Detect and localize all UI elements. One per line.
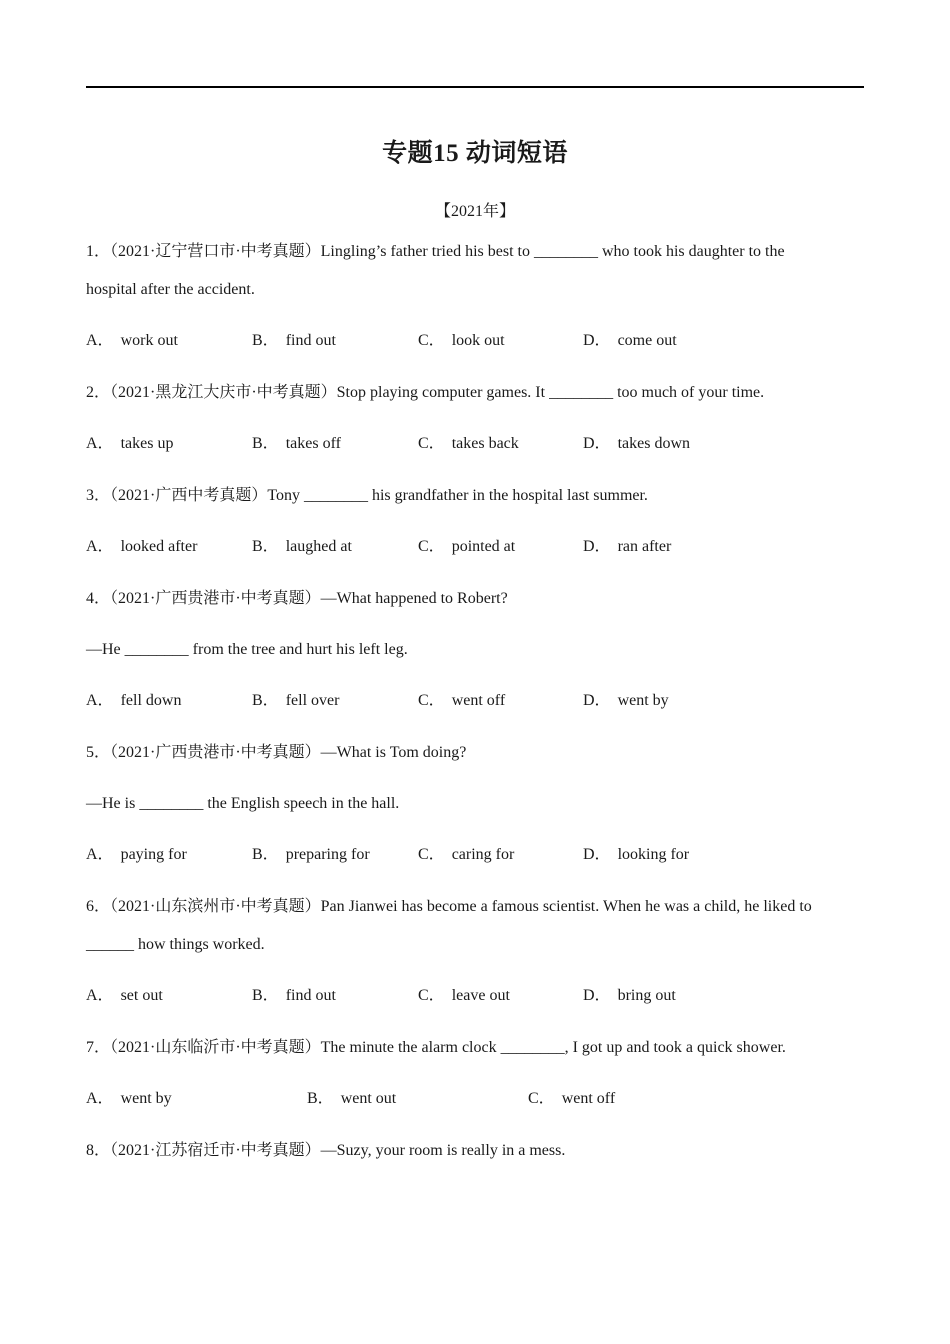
option-b[interactable]: B． find out [252,987,336,1004]
question-8-line-1: 8．（2021·江苏宿迁市·中考真题）—Suzy, your room is really in a mess. [86,1142,566,1159]
option-b[interactable]: B． fell over [252,692,340,709]
option-c[interactable]: C． takes back [418,435,519,452]
question-7-options [86,1088,864,1110]
option-d[interactable]: D． takes down [583,435,690,452]
option-a[interactable]: A． work out [86,332,178,349]
option-b[interactable]: B． takes off [252,435,341,452]
option-a[interactable]: A． looked after [86,538,198,555]
question-5-line-2: —He is ________ the English speech in the hall. [86,795,400,812]
question-5-options [86,844,864,866]
option-a[interactable]: A． takes up [86,435,174,452]
question-1-line-2: hospital after the accident. [86,281,255,298]
option-a[interactable]: A． fell down [86,692,182,709]
question-5-line-1: 5．（2021·广西贵港市·中考真题）—What is Tom doing? [86,744,467,761]
option-c[interactable]: C． went off [528,1090,616,1107]
question-4-line-1: 4．（2021·广西贵港市·中考真题）—What happened to Robert? [86,590,508,607]
option-a[interactable]: A． paying for [86,846,187,863]
option-d[interactable]: D． went by [583,692,669,709]
question-7-line-1: 7．（2021·山东临沂市·中考真题）The minute the alarm clock ________, I got up and took a quick shower. [86,1039,786,1056]
question-2-options [86,433,864,455]
option-d[interactable]: D． come out [583,332,677,349]
page-title: 专题15 动词短语 [382,140,568,167]
question-1-options [86,330,864,352]
option-d[interactable]: D． ran after [583,538,672,555]
option-b[interactable]: B． laughed at [252,538,352,555]
option-d[interactable]: D． looking for [583,846,690,863]
section-heading: 【2021年】 [434,203,515,220]
question-4-options [86,690,864,712]
question-1-line-1: 1．（2021·辽宁营口市·中考真题）Lingling’s father tried his best to ________ who took his daughter to the [86,243,785,260]
option-c[interactable]: C． look out [418,332,505,349]
option-a[interactable]: A． set out [86,987,163,1004]
option-b[interactable]: B． preparing for [252,846,370,863]
question-6-line-1: 6．（2021·山东滨州市·中考真题）Pan Jianwei has become a famous scientist. When he was a child, he liked to [86,898,812,915]
question-3-line-1: 3．（2021·广西中考真题）Tony ________ his grandfather in the hospital last summer. [86,487,648,504]
question-6-line-2: ______ how things worked. [86,936,265,953]
question-3-options [86,536,864,558]
option-d[interactable]: D． bring out [583,987,676,1004]
option-b[interactable]: B． went out [307,1090,397,1107]
option-b[interactable]: B． find out [252,332,336,349]
option-c[interactable]: C． leave out [418,987,510,1004]
question-2-line-1: 2．（2021·黑龙江大庆市·中考真题）Stop playing computer games. It ________ too much of your time. [86,384,765,401]
option-c[interactable]: C． pointed at [418,538,516,555]
option-c[interactable]: C． went off [418,692,506,709]
question-6-options [86,985,864,1007]
header-rule [86,86,864,88]
question-4-line-2: —He ________ from the tree and hurt his left leg. [86,641,408,658]
option-c[interactable]: C． caring for [418,846,515,863]
option-a[interactable]: A． went by [86,1090,172,1107]
